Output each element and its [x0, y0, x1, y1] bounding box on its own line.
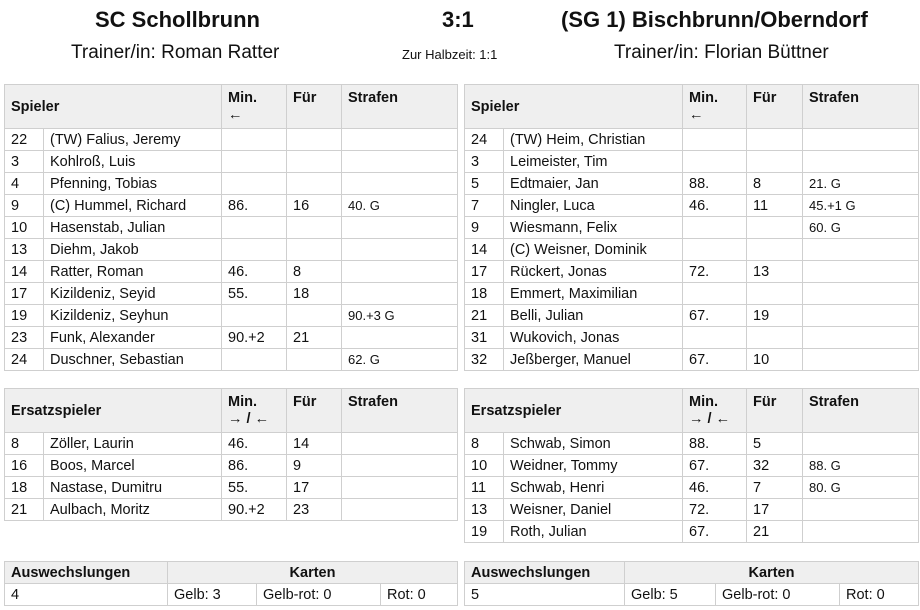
player-row	[5, 433, 458, 455]
player-number: 24	[5, 349, 44, 371]
player-row	[5, 173, 458, 195]
player-number: 19	[465, 521, 504, 543]
player-name: Emmert, Maximilian	[504, 283, 683, 305]
penalty	[803, 327, 919, 349]
player-row	[5, 239, 458, 261]
replaced-number	[747, 283, 803, 305]
player-name: Rückert, Jonas	[504, 261, 683, 283]
replaced-number: 9	[287, 455, 342, 477]
minute: 86.	[222, 195, 287, 217]
replaced-number: 8	[287, 261, 342, 283]
player-number: 17	[465, 261, 504, 283]
minute: 90.+2	[222, 327, 287, 349]
player-number: 31	[465, 327, 504, 349]
substitutions-header: Auswechslungen	[5, 562, 168, 584]
minute	[683, 129, 747, 151]
col-minute-header	[683, 389, 747, 433]
col-penalties-header: Strafen	[342, 85, 458, 129]
minute	[683, 217, 747, 239]
col-minute-header	[222, 389, 287, 433]
penalty	[803, 239, 919, 261]
minute	[683, 151, 747, 173]
away-lineup-table	[464, 84, 919, 371]
replaced-number	[287, 151, 342, 173]
replaced-number: 17	[747, 499, 803, 521]
player-row	[465, 195, 919, 217]
home-lineup-table	[4, 84, 458, 371]
player-number: 3	[5, 151, 44, 173]
player-name: Duschner, Sebastian	[44, 349, 222, 371]
arrow-out-icon: ←	[689, 107, 704, 123]
player-row	[5, 217, 458, 239]
penalty	[342, 499, 458, 521]
arrow-in-out-icon: → / ←	[228, 411, 270, 427]
player-row	[5, 195, 458, 217]
substitutions-count: 4	[5, 584, 168, 606]
col-for-header: Für	[747, 85, 803, 129]
penalty: 60. G	[803, 217, 919, 239]
minute: 88.	[683, 433, 747, 455]
player-number: 19	[5, 305, 44, 327]
player-row	[5, 261, 458, 283]
minute: 67.	[683, 521, 747, 543]
minute: 46.	[222, 433, 287, 455]
summary-values-row	[5, 584, 458, 606]
player-number: 18	[465, 283, 504, 305]
minute	[683, 283, 747, 305]
player-number: 22	[5, 129, 44, 151]
penalty	[342, 239, 458, 261]
replaced-number	[287, 173, 342, 195]
player-number: 11	[465, 477, 504, 499]
player-number: 9	[5, 195, 44, 217]
player-row	[465, 477, 919, 499]
table-header-row	[465, 389, 919, 433]
replaced-number: 5	[747, 433, 803, 455]
replaced-number: 7	[747, 477, 803, 499]
replaced-number: 19	[747, 305, 803, 327]
player-name: (C) Weisner, Dominik	[504, 239, 683, 261]
replaced-number	[287, 305, 342, 327]
player-name: Nastase, Dumitru	[44, 477, 222, 499]
replaced-number: 11	[747, 195, 803, 217]
player-name: (C) Hummel, Richard	[44, 195, 222, 217]
table-header-row	[5, 85, 458, 129]
player-name: Ningler, Luca	[504, 195, 683, 217]
col-substitute-header: Ersatzspieler	[5, 389, 222, 433]
player-name: Weisner, Daniel	[504, 499, 683, 521]
halftime-score: Zur Halbzeit: 1:1	[402, 47, 498, 62]
replaced-number	[287, 217, 342, 239]
penalty	[803, 433, 919, 455]
player-row	[5, 305, 458, 327]
col-penalties-header: Strafen	[803, 389, 919, 433]
arrow-out-icon: ←	[228, 107, 243, 123]
minute	[222, 305, 287, 327]
player-row	[465, 239, 919, 261]
player-name: Schwab, Henri	[504, 477, 683, 499]
penalty	[803, 521, 919, 543]
yellow-cards: Gelb: 5	[625, 584, 716, 606]
penalty: 80. G	[803, 477, 919, 499]
player-name: Hasenstab, Julian	[44, 217, 222, 239]
minute	[683, 239, 747, 261]
player-number: 14	[5, 261, 44, 283]
player-row	[465, 433, 919, 455]
player-number: 14	[465, 239, 504, 261]
col-minute-label: Min.	[228, 394, 257, 410]
minute	[222, 151, 287, 173]
penalty: 90.+3 G	[342, 305, 458, 327]
player-number: 23	[5, 327, 44, 349]
replaced-number: 8	[747, 173, 803, 195]
red-cards: Rot: 0	[840, 584, 919, 606]
col-minute-label: Min.	[228, 90, 258, 106]
red-cards: Rot: 0	[381, 584, 458, 606]
replaced-number	[747, 327, 803, 349]
player-row	[5, 477, 458, 499]
player-row	[5, 499, 458, 521]
player-name: Zöller, Laurin	[44, 433, 222, 455]
summary-header-row	[5, 562, 458, 584]
replaced-number	[287, 349, 342, 371]
minute: 46.	[683, 195, 747, 217]
col-penalties-header: Strafen	[342, 389, 458, 433]
penalty	[342, 433, 458, 455]
penalty: 21. G	[803, 173, 919, 195]
replaced-number: 23	[287, 499, 342, 521]
player-number: 17	[5, 283, 44, 305]
col-for-header: Für	[747, 389, 803, 433]
player-row	[465, 499, 919, 521]
minute: 55.	[222, 283, 287, 305]
replaced-number	[747, 217, 803, 239]
penalty	[803, 261, 919, 283]
player-name: Weidner, Tommy	[504, 455, 683, 477]
minute: 72.	[683, 499, 747, 521]
player-name: Schwab, Simon	[504, 433, 683, 455]
col-substitute-header: Ersatzspieler	[465, 389, 683, 433]
home-team-name: SC Schollbrunn	[95, 7, 260, 32]
penalty	[803, 129, 919, 151]
penalty	[342, 173, 458, 195]
penalty: 88. G	[803, 455, 919, 477]
player-row	[465, 349, 919, 371]
player-name: Roth, Julian	[504, 521, 683, 543]
player-number: 9	[465, 217, 504, 239]
player-row	[5, 455, 458, 477]
minute: 72.	[683, 261, 747, 283]
player-row	[465, 173, 919, 195]
col-player-header: Spieler	[5, 85, 222, 129]
player-name: Funk, Alexander	[44, 327, 222, 349]
replaced-number	[747, 129, 803, 151]
player-number: 3	[465, 151, 504, 173]
penalty	[803, 349, 919, 371]
minute: 46.	[222, 261, 287, 283]
penalty: 40. G	[342, 195, 458, 217]
player-number: 21	[5, 499, 44, 521]
player-number: 8	[5, 433, 44, 455]
cards-header: Karten	[625, 562, 919, 584]
home-substitutes-table	[4, 388, 458, 521]
penalty	[342, 477, 458, 499]
player-name: Kizildeniz, Seyhun	[44, 305, 222, 327]
yellow-red-cards: Gelb-rot: 0	[257, 584, 381, 606]
player-row	[5, 283, 458, 305]
summary-values-row	[465, 584, 919, 606]
arrow-in-out-icon: → / ←	[689, 411, 731, 427]
player-number: 18	[5, 477, 44, 499]
replaced-number: 10	[747, 349, 803, 371]
col-player-header: Spieler	[465, 85, 683, 129]
player-name: Belli, Julian	[504, 305, 683, 327]
minute	[222, 349, 287, 371]
player-number: 24	[465, 129, 504, 151]
penalty	[342, 129, 458, 151]
away-summary-table	[464, 561, 919, 606]
minute: 90.+2	[222, 499, 287, 521]
minute: 46.	[683, 477, 747, 499]
replaced-number	[747, 239, 803, 261]
substitutions-header: Auswechslungen	[465, 562, 625, 584]
minute: 67.	[683, 455, 747, 477]
penalty	[803, 151, 919, 173]
player-name: Wukovich, Jonas	[504, 327, 683, 349]
minute	[222, 173, 287, 195]
penalty	[342, 261, 458, 283]
minute: 67.	[683, 305, 747, 327]
table-header-row	[5, 389, 458, 433]
penalty: 45.+1 G	[803, 195, 919, 217]
minute	[222, 129, 287, 151]
replaced-number: 16	[287, 195, 342, 217]
table-header-row	[465, 85, 919, 129]
player-number: 10	[465, 455, 504, 477]
substitutions-count: 5	[465, 584, 625, 606]
minute: 55.	[222, 477, 287, 499]
player-name: Kohlroß, Luis	[44, 151, 222, 173]
player-number: 32	[465, 349, 504, 371]
replaced-number	[287, 129, 342, 151]
player-number: 8	[465, 433, 504, 455]
player-number: 13	[5, 239, 44, 261]
col-minute-label: Min.	[689, 394, 718, 410]
player-row	[5, 349, 458, 371]
away-team-name: (SG 1) Bischbrunn/Oberndorf	[561, 7, 868, 32]
player-row	[465, 217, 919, 239]
player-name: Wiesmann, Felix	[504, 217, 683, 239]
col-for-header: Für	[287, 85, 342, 129]
player-row	[465, 129, 919, 151]
player-name: Diehm, Jakob	[44, 239, 222, 261]
player-name: (TW) Falius, Jeremy	[44, 129, 222, 151]
replaced-number: 14	[287, 433, 342, 455]
penalty	[803, 283, 919, 305]
yellow-red-cards: Gelb-rot: 0	[716, 584, 840, 606]
penalty	[342, 455, 458, 477]
player-row	[465, 261, 919, 283]
player-name: Boos, Marcel	[44, 455, 222, 477]
player-row	[465, 521, 919, 543]
replaced-number: 13	[747, 261, 803, 283]
cards-header: Karten	[168, 562, 458, 584]
replaced-number: 21	[747, 521, 803, 543]
player-number: 13	[465, 499, 504, 521]
col-for-header: Für	[287, 389, 342, 433]
home-trainer: Trainer/in: Roman Ratter	[71, 42, 280, 63]
player-row	[5, 129, 458, 151]
minute: 86.	[222, 455, 287, 477]
player-number: 4	[5, 173, 44, 195]
penalty	[342, 217, 458, 239]
replaced-number: 32	[747, 455, 803, 477]
minute	[222, 239, 287, 261]
col-penalties-header: Strafen	[803, 85, 919, 129]
replaced-number	[287, 239, 342, 261]
player-row	[5, 327, 458, 349]
summary-header-row	[465, 562, 919, 584]
player-row	[465, 455, 919, 477]
player-number: 21	[465, 305, 504, 327]
col-minute-label: Min.	[689, 90, 719, 106]
player-number: 10	[5, 217, 44, 239]
minute: 67.	[683, 349, 747, 371]
player-name: Leimeister, Tim	[504, 151, 683, 173]
yellow-cards: Gelb: 3	[168, 584, 257, 606]
minute: 88.	[683, 173, 747, 195]
player-row	[465, 327, 919, 349]
minute	[683, 327, 747, 349]
penalty: 62. G	[342, 349, 458, 371]
away-trainer: Trainer/in: Florian Büttner	[614, 42, 829, 63]
away-substitutes-table	[464, 388, 919, 543]
replaced-number: 18	[287, 283, 342, 305]
minute	[222, 217, 287, 239]
player-row	[465, 283, 919, 305]
player-name: Pfenning, Tobias	[44, 173, 222, 195]
player-name: Kizildeniz, Seyid	[44, 283, 222, 305]
player-row	[5, 151, 458, 173]
player-row	[465, 305, 919, 327]
player-row	[465, 151, 919, 173]
player-number: 5	[465, 173, 504, 195]
replaced-number: 21	[287, 327, 342, 349]
col-minute-header	[683, 85, 747, 129]
player-number: 16	[5, 455, 44, 477]
penalty	[803, 305, 919, 327]
replaced-number	[747, 151, 803, 173]
player-number: 7	[465, 195, 504, 217]
replaced-number: 17	[287, 477, 342, 499]
player-name: Jeßberger, Manuel	[504, 349, 683, 371]
col-minute-header	[222, 85, 287, 129]
player-name: Ratter, Roman	[44, 261, 222, 283]
penalty	[803, 499, 919, 521]
home-summary-table	[4, 561, 458, 606]
player-name: Aulbach, Moritz	[44, 499, 222, 521]
final-score: 3:1	[442, 7, 474, 32]
player-name: Edtmaier, Jan	[504, 173, 683, 195]
penalty	[342, 283, 458, 305]
player-name: (TW) Heim, Christian	[504, 129, 683, 151]
penalty	[342, 327, 458, 349]
penalty	[342, 151, 458, 173]
